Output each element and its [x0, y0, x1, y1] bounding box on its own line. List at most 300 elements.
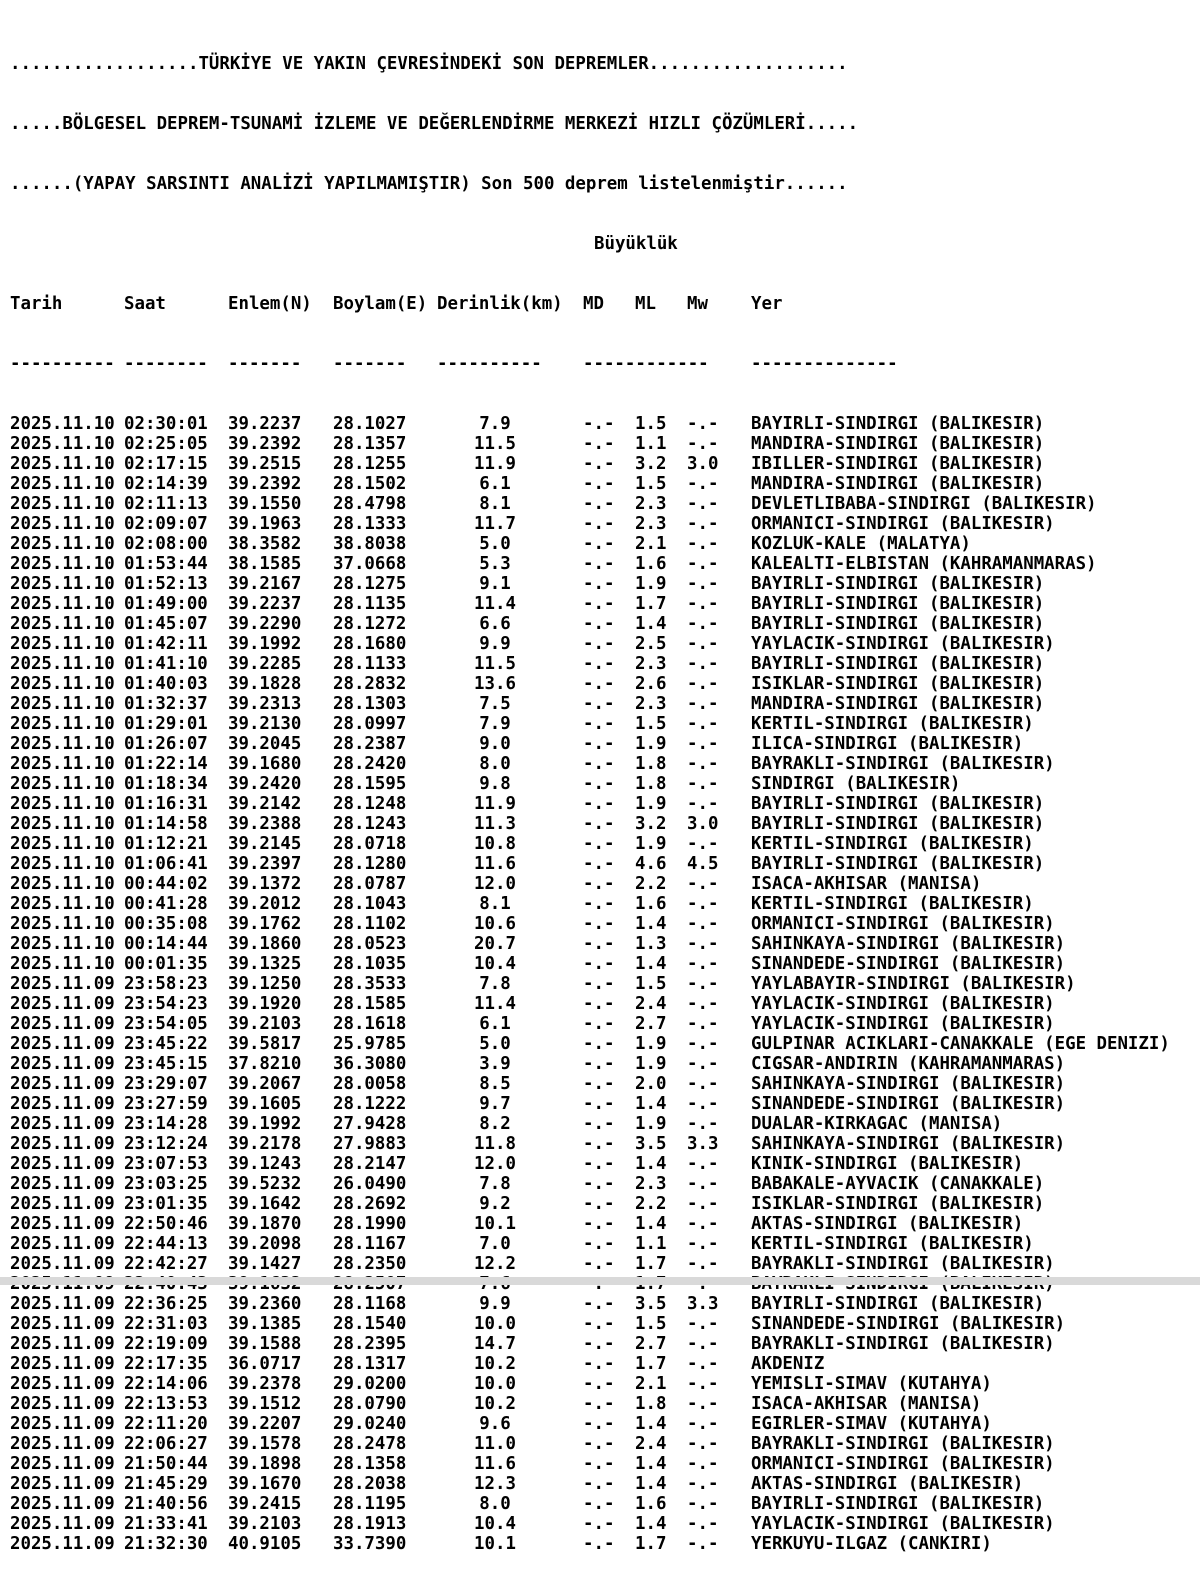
cell-time: 00:44:02 [124, 874, 208, 894]
cell-mw: -.- [687, 1514, 719, 1534]
cell-latitude: 39.2103 [228, 1514, 302, 1534]
cell-time: 21:45:29 [124, 1474, 208, 1494]
table-row [10, 594, 1045, 614]
cell-longitude: 28.1133 [333, 654, 407, 674]
cell-time: 01:12:21 [124, 834, 208, 854]
cell-date: 2025.11.09 [10, 1174, 115, 1194]
cell-time: 02:30:01 [124, 414, 208, 434]
cell-location: YEMISLI-SIMAV (KUTAHYA) [751, 1374, 992, 1394]
cell-longitude: 28.1680 [333, 634, 407, 654]
table-row [10, 1114, 1003, 1134]
cell-location: SAHINKAYA-SINDIRGI (BALIKESIR) [751, 1134, 1066, 1154]
cell-time: 22:06:27 [124, 1434, 208, 1454]
cell-ml: 1.4 [635, 914, 667, 934]
cell-md: -.- [583, 1414, 615, 1434]
cell-mw: -.- [687, 1014, 719, 1034]
cell-location: BAYIRLI-SINDIRGI (BALIKESIR) [751, 794, 1045, 814]
cell-location: AKTAS-SINDIRGI (BALIKESIR) [751, 1214, 1024, 1234]
cell-date: 2025.11.09 [10, 1334, 115, 1354]
cell-ml: 1.5 [635, 974, 667, 994]
cell-latitude: 39.1325 [228, 954, 302, 974]
cell-mw: -.- [687, 614, 719, 634]
notice-line: ......(YAPAY SARSINTI ANALİZİ YAPILMAMIŞTIR) Son 500 deprem listelenmiştir...... [10, 174, 848, 194]
cell-location: KINIK-SINDIRGI (BALIKESIR) [751, 1154, 1024, 1174]
cell-date: 2025.11.09 [10, 1494, 115, 1514]
cell-depth: 10.1 [474, 1214, 516, 1234]
table-row [10, 894, 1034, 914]
cell-date: 2025.11.10 [10, 894, 115, 914]
cell-time: 02:11:13 [124, 494, 208, 514]
cell-mw: -.- [687, 1354, 719, 1374]
cell-latitude: 39.1250 [228, 974, 302, 994]
cell-time: 01:49:00 [124, 594, 208, 614]
cell-location: AKTAS-SINDIRGI (BALIKESIR) [751, 1474, 1024, 1494]
cell-date: 2025.11.10 [10, 554, 115, 574]
cell-location: MANDIRA-SINDIRGI (BALIKESIR) [751, 474, 1045, 494]
cell-md: -.- [583, 994, 615, 1014]
cell-time: 02:17:15 [124, 454, 208, 474]
cell-mw: -.- [687, 1474, 719, 1494]
cell-location: KERTIL-SINDIRGI (BALIKESIR) [751, 834, 1034, 854]
cell-date: 2025.11.10 [10, 674, 115, 694]
cell-date: 2025.11.09 [10, 1234, 115, 1254]
cell-depth: 10.1 [474, 1534, 516, 1554]
cell-time: 02:14:39 [124, 474, 208, 494]
cell-time: 23:12:24 [124, 1134, 208, 1154]
cell-latitude: 39.1588 [228, 1334, 302, 1354]
cell-date: 2025.11.09 [10, 1454, 115, 1474]
table-row [10, 534, 971, 554]
cell-longitude: 28.2420 [333, 754, 407, 774]
cell-date: 2025.11.09 [10, 1534, 115, 1554]
cell-time: 22:31:03 [124, 1314, 208, 1334]
cell-date: 2025.11.10 [10, 614, 115, 634]
cell-location: MANDIRA-SINDIRGI (BALIKESIR) [751, 694, 1045, 714]
cell-depth: 12.0 [474, 874, 516, 894]
subtitle-line: .....BÖLGESEL DEPREM-TSUNAMİ İZLEME VE DEĞERLENDİRME MERKEZİ HIZLI ÇÖZÜMLERİ..... [10, 114, 859, 134]
cell-ml: 1.8 [635, 754, 667, 774]
cell-date: 2025.11.10 [10, 794, 115, 814]
cell-date: 2025.11.09 [10, 1214, 115, 1234]
cell-location: SINDIRGI (BALIKESIR) [751, 774, 961, 794]
cell-location: SINANDEDE-SINDIRGI (BALIKESIR) [751, 1314, 1066, 1334]
cell-location: IBILLER-SINDIRGI (BALIKESIR) [751, 454, 1045, 474]
table-row [10, 1054, 1066, 1074]
cell-md: -.- [583, 614, 615, 634]
cell-md: -.- [583, 954, 615, 974]
cell-depth: 10.2 [474, 1394, 516, 1414]
cell-latitude: 39.1427 [228, 1254, 302, 1274]
col-ml-header: ML [635, 294, 656, 314]
cell-date: 2025.11.09 [10, 1114, 115, 1134]
cell-depth: 9.6 [479, 1414, 511, 1434]
cell-date: 2025.11.10 [10, 774, 115, 794]
table-row [10, 1134, 1066, 1154]
cell-date: 2025.11.09 [10, 1474, 115, 1494]
cell-time: 23:58:23 [124, 974, 208, 994]
cell-longitude: 38.8038 [333, 534, 407, 554]
table-row [10, 834, 1034, 854]
cell-ml: 1.6 [635, 1494, 667, 1514]
cell-latitude: 39.1860 [228, 934, 302, 954]
cell-depth: 11.6 [474, 1454, 516, 1474]
cell-longitude: 28.1195 [333, 1494, 407, 1514]
cell-depth: 8.1 [479, 894, 511, 914]
cell-mw: -.- [687, 634, 719, 654]
cell-mw: -.- [687, 1034, 719, 1054]
cell-depth: 11.8 [474, 1134, 516, 1154]
cell-location: KOZLUK-KALE (MALATYA) [751, 534, 971, 554]
cell-md: -.- [583, 1434, 615, 1454]
cell-longitude: 28.2478 [333, 1434, 407, 1454]
cell-time: 23:45:15 [124, 1054, 208, 1074]
cell-latitude: 39.1992 [228, 634, 302, 654]
cell-ml: 1.5 [635, 714, 667, 734]
cell-longitude: 28.2692 [333, 1194, 407, 1214]
cell-location: BAYIRLI-SINDIRGI (BALIKESIR) [751, 854, 1045, 874]
cell-time: 01:52:13 [124, 574, 208, 594]
cell-latitude: 39.2420 [228, 774, 302, 794]
table-row [10, 1014, 1055, 1034]
cell-time: 23:29:07 [124, 1074, 208, 1094]
cell-mw: -.- [687, 474, 719, 494]
cell-depth: 9.2 [479, 1194, 511, 1214]
cell-location: SAHINKAYA-SINDIRGI (BALIKESIR) [751, 934, 1066, 954]
cell-latitude: 39.1992 [228, 1114, 302, 1134]
cell-ml: 1.4 [635, 954, 667, 974]
cell-location: BAYIRLI-SINDIRGI (BALIKESIR) [751, 1294, 1045, 1314]
cell-longitude: 28.1255 [333, 454, 407, 474]
cell-date: 2025.11.09 [10, 1014, 115, 1034]
cell-date: 2025.11.09 [10, 1034, 115, 1054]
cell-location: BAYRAKLI-SINDIRGI (BALIKESIR) [751, 754, 1055, 774]
cell-depth: 10.6 [474, 914, 516, 934]
cell-location: BAYRAKLI-SINDIRGI (BALIKESIR) [751, 1434, 1055, 1454]
cell-mw: -.- [687, 1154, 719, 1174]
cell-md: -.- [583, 894, 615, 914]
table-row [10, 434, 1045, 454]
cell-md: -.- [583, 434, 615, 454]
cell-ml: 1.8 [635, 1394, 667, 1414]
table-row [10, 614, 1045, 634]
cell-latitude: 39.2098 [228, 1234, 302, 1254]
cell-md: -.- [583, 1534, 615, 1554]
cell-latitude: 39.1920 [228, 994, 302, 1014]
table-row [10, 1154, 1024, 1174]
cell-latitude: 39.2237 [228, 594, 302, 614]
cell-longitude: 28.1222 [333, 1094, 407, 1114]
cell-depth: 7.8 [479, 974, 511, 994]
cell-longitude: 28.1102 [333, 914, 407, 934]
cell-location: KALEALTI-ELBISTAN (KAHRAMANMARAS) [751, 554, 1097, 574]
cell-latitude: 39.1385 [228, 1314, 302, 1334]
cell-date: 2025.11.10 [10, 854, 115, 874]
cell-mw: -.- [687, 414, 719, 434]
cell-ml: 2.1 [635, 534, 667, 554]
table-row [10, 1334, 1055, 1354]
cell-depth: 10.0 [474, 1374, 516, 1394]
cell-location: BAYIRLI-SINDIRGI (BALIKESIR) [751, 614, 1045, 634]
table-row [10, 1534, 992, 1554]
cell-mw: -.- [687, 1094, 719, 1114]
table-row [10, 1074, 1066, 1094]
cell-md: -.- [583, 1254, 615, 1274]
cell-mw: -.- [687, 974, 719, 994]
cell-longitude: 28.2350 [333, 1254, 407, 1274]
cell-ml: 1.7 [635, 1354, 667, 1374]
cell-longitude: 28.2832 [333, 674, 407, 694]
cell-md: -.- [583, 974, 615, 994]
divider-location: -------------- [751, 354, 898, 374]
cell-md: -.- [583, 1014, 615, 1034]
cell-latitude: 39.1963 [228, 514, 302, 534]
cell-time: 00:41:28 [124, 894, 208, 914]
cell-ml: 2.7 [635, 1014, 667, 1034]
cell-longitude: 28.1913 [333, 1514, 407, 1534]
cell-date: 2025.11.09 [10, 1394, 115, 1414]
cell-md: -.- [583, 1154, 615, 1174]
cell-latitude: 39.2045 [228, 734, 302, 754]
cell-longitude: 27.9428 [333, 1114, 407, 1134]
cell-mw: 3.3 [687, 1294, 719, 1314]
cell-depth: 10.0 [474, 1314, 516, 1334]
cell-md: -.- [583, 1194, 615, 1214]
cell-location: ISIKLAR-SINDIRGI (BALIKESIR) [751, 1194, 1045, 1214]
cell-location: BAYIRLI-SINDIRGI (BALIKESIR) [751, 594, 1045, 614]
table-row [10, 674, 1045, 694]
cell-md: -.- [583, 454, 615, 474]
cell-depth: 11.5 [474, 434, 516, 454]
cell-latitude: 39.2285 [228, 654, 302, 674]
cell-mw: 3.3 [687, 1134, 719, 1154]
cell-latitude: 39.2237 [228, 414, 302, 434]
cell-location: YAYLACIK-SINDIRGI (BALIKESIR) [751, 1014, 1055, 1034]
table-row [10, 1234, 1034, 1254]
cell-latitude: 39.1578 [228, 1434, 302, 1454]
cell-depth: 10.8 [474, 834, 516, 854]
cell-mw: -.- [687, 934, 719, 954]
cell-longitude: 28.0058 [333, 1074, 407, 1094]
cell-time: 01:53:44 [124, 554, 208, 574]
cell-mw: -.- [687, 1494, 719, 1514]
cell-depth: 7.5 [479, 694, 511, 714]
cell-latitude: 39.1372 [228, 874, 302, 894]
cell-ml: 2.3 [635, 1174, 667, 1194]
cell-time: 01:42:11 [124, 634, 208, 654]
cell-depth: 11.9 [474, 454, 516, 474]
cell-longitude: 28.0787 [333, 874, 407, 894]
cell-mw: -.- [687, 654, 719, 674]
cell-date: 2025.11.10 [10, 414, 115, 434]
cell-mw: -.- [687, 894, 719, 914]
cell-location: ORMANICI-SINDIRGI (BALIKESIR) [751, 914, 1055, 934]
cell-md: -.- [583, 1514, 615, 1534]
cell-latitude: 39.2178 [228, 1134, 302, 1154]
cell-ml: 1.9 [635, 1114, 667, 1134]
cell-ml: 1.9 [635, 794, 667, 814]
cell-md: -.- [583, 1034, 615, 1054]
cell-latitude: 39.1898 [228, 1454, 302, 1474]
table-row [10, 934, 1066, 954]
cell-latitude: 39.2388 [228, 814, 302, 834]
cell-time: 23:27:59 [124, 1094, 208, 1114]
cell-mw: -.- [687, 1174, 719, 1194]
cell-md: -.- [583, 714, 615, 734]
cell-time: 02:25:05 [124, 434, 208, 454]
cell-latitude: 39.1828 [228, 674, 302, 694]
cell-longitude: 28.2038 [333, 1474, 407, 1494]
cell-mw: -.- [687, 714, 719, 734]
cell-longitude: 28.1167 [333, 1234, 407, 1254]
cell-longitude: 28.3533 [333, 974, 407, 994]
cell-depth: 14.7 [474, 1334, 516, 1354]
cell-mw: -.- [687, 1534, 719, 1554]
cell-ml: 2.2 [635, 874, 667, 894]
cell-longitude: 28.0523 [333, 934, 407, 954]
cell-depth: 5.0 [479, 1034, 511, 1054]
cell-date: 2025.11.09 [10, 1074, 115, 1094]
cell-depth: 11.4 [474, 994, 516, 1014]
table-row [10, 714, 1034, 734]
cell-latitude: 39.2392 [228, 434, 302, 454]
cell-date: 2025.11.10 [10, 514, 115, 534]
cell-time: 22:17:35 [124, 1354, 208, 1374]
cell-time: 22:11:20 [124, 1414, 208, 1434]
cell-latitude: 39.2360 [228, 1294, 302, 1314]
cell-location: ORMANICI-SINDIRGI (BALIKESIR) [751, 1454, 1055, 1474]
table-row [10, 1494, 1045, 1514]
cell-time: 00:14:44 [124, 934, 208, 954]
cell-location: ISACA-AKHISAR (MANISA) [751, 1394, 982, 1414]
col-lat-header: Enlem(N) [228, 294, 312, 314]
cell-ml: 1.8 [635, 774, 667, 794]
cell-time: 21:40:56 [124, 1494, 208, 1514]
cell-md: -.- [583, 834, 615, 854]
cell-latitude: 40.9105 [228, 1534, 302, 1554]
cell-date: 2025.11.10 [10, 694, 115, 714]
cell-longitude: 28.1990 [333, 1214, 407, 1234]
cell-depth: 5.3 [479, 554, 511, 574]
cell-md: -.- [583, 854, 615, 874]
cell-mw: -.- [687, 1394, 719, 1414]
cell-md: -.- [583, 654, 615, 674]
cell-latitude: 38.3582 [228, 534, 302, 554]
cell-mw: -.- [687, 574, 719, 594]
cell-date: 2025.11.10 [10, 494, 115, 514]
cell-time: 23:07:53 [124, 1154, 208, 1174]
cell-depth: 9.0 [479, 734, 511, 754]
cell-longitude: 37.0668 [333, 554, 407, 574]
cell-time: 01:22:14 [124, 754, 208, 774]
cell-date: 2025.11.09 [10, 994, 115, 1014]
table-row [10, 1474, 1024, 1494]
cell-location: BAYIRLI-SINDIRGI (BALIKESIR) [751, 814, 1045, 834]
magnitude-group-label: Büyüklük [594, 234, 678, 254]
cell-depth: 12.2 [474, 1254, 516, 1274]
cell-location: YERKUYU-ILGAZ (CANKIRI) [751, 1534, 992, 1554]
cell-ml: 1.5 [635, 414, 667, 434]
cell-time: 22:44:13 [124, 1234, 208, 1254]
cell-longitude: 28.1540 [333, 1314, 407, 1334]
cell-md: -.- [583, 1074, 615, 1094]
cell-location: SINANDEDE-SINDIRGI (BALIKESIR) [751, 954, 1066, 974]
cell-ml: 2.5 [635, 634, 667, 654]
table-row [10, 794, 1045, 814]
cell-latitude: 39.5817 [228, 1034, 302, 1054]
table-row [10, 754, 1055, 774]
cell-date: 2025.11.09 [10, 1054, 115, 1074]
cell-depth: 11.3 [474, 814, 516, 834]
cell-date: 2025.11.09 [10, 1514, 115, 1534]
cell-location: EGIRLER-SIMAV (KUTAHYA) [751, 1414, 992, 1434]
table-row [10, 1514, 1055, 1534]
cell-location: KERTIL-SINDIRGI (BALIKESIR) [751, 1234, 1034, 1254]
cell-mw: -.- [687, 1234, 719, 1254]
cell-ml: 2.0 [635, 1074, 667, 1094]
cell-latitude: 39.1550 [228, 494, 302, 514]
cell-date: 2025.11.09 [10, 974, 115, 994]
col-location-header: Yer [751, 294, 783, 314]
cell-md: -.- [583, 554, 615, 574]
cell-time: 00:35:08 [124, 914, 208, 934]
cell-depth: 5.0 [479, 534, 511, 554]
cell-time: 23:54:05 [124, 1014, 208, 1034]
cell-depth: 11.6 [474, 854, 516, 874]
cell-longitude: 27.9883 [333, 1134, 407, 1154]
cell-mw: 4.5 [687, 854, 719, 874]
cell-location: GULPINAR ACIKLARI-CANAKKALE (EGE DENIZI) [751, 1034, 1170, 1054]
cell-mw: -.- [687, 434, 719, 454]
cell-date: 2025.11.09 [10, 1094, 115, 1114]
magnitude-group-header [10, 234, 858, 254]
cell-depth: 11.0 [474, 1434, 516, 1454]
cell-time: 01:41:10 [124, 654, 208, 674]
cell-md: -.- [583, 1294, 615, 1314]
table-row [10, 654, 1045, 674]
cell-ml: 1.1 [635, 1234, 667, 1254]
cell-md: -.- [583, 1214, 615, 1234]
cell-location: ORMANICI-SINDIRGI (BALIKESIR) [751, 514, 1055, 534]
table-row [10, 1414, 992, 1434]
cell-longitude: 28.1303 [333, 694, 407, 714]
cell-mw: -.- [687, 1214, 719, 1234]
table-row [10, 554, 1097, 574]
cell-time: 23:03:25 [124, 1174, 208, 1194]
cell-longitude: 28.1035 [333, 954, 407, 974]
cell-longitude: 28.1027 [333, 414, 407, 434]
cell-md: -.- [583, 794, 615, 814]
cell-latitude: 39.2515 [228, 454, 302, 474]
cell-depth: 8.0 [479, 1494, 511, 1514]
cell-location: KERTIL-SINDIRGI (BALIKESIR) [751, 714, 1034, 734]
cell-date: 2025.11.09 [10, 1294, 115, 1314]
cell-ml: 1.4 [635, 1454, 667, 1474]
cell-time: 22:36:25 [124, 1294, 208, 1314]
cell-ml: 1.7 [635, 1254, 667, 1274]
cell-time: 23:01:35 [124, 1194, 208, 1214]
cell-md: -.- [583, 814, 615, 834]
divider-lat: ------- [228, 354, 302, 374]
table-row [10, 1294, 1045, 1314]
cell-time: 21:50:44 [124, 1454, 208, 1474]
cell-longitude: 25.9785 [333, 1034, 407, 1054]
cell-location: YAYLACIK-SINDIRGI (BALIKESIR) [751, 994, 1055, 1014]
cell-latitude: 39.2167 [228, 574, 302, 594]
cell-latitude: 39.2207 [228, 1414, 302, 1434]
cell-latitude: 39.2103 [228, 1014, 302, 1034]
cell-location: BAYIRLI-SINDIRGI (BALIKESIR) [751, 654, 1045, 674]
cell-location: ISACA-AKHISAR (MANISA) [751, 874, 982, 894]
